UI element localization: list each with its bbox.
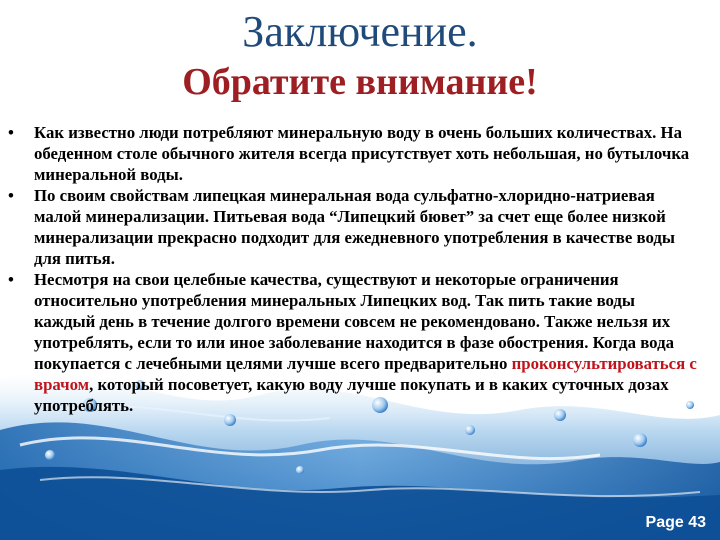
bullet-dot: • bbox=[8, 123, 14, 142]
bullet-list bbox=[8, 122, 698, 416]
paragraph-text: По своим свойствам липецкая минеральная вода сульфатно-хлоридно-натриевая малой минерализации. Питьевая вода “Липецкий бювет” за счет еще более низкой минерализации прекрасно подходит для ежедневного употребления в качестве воды для питья. bbox=[34, 186, 675, 268]
bullet-dot: • bbox=[8, 270, 14, 289]
slide-subtitle: Обратите внимание! bbox=[182, 61, 538, 103]
paragraph-text: Несмотря на свои целебные качества, существуют и некоторые ограничения относительно употребления минеральных Липецких вод. Так пить такие воды каждый день в течение долгого времени совсем не рекомендовано. Также нельзя их употреблять, если то или иное заболевание находится в фазе обострения. Когда вода покупается с лечебными целями лучше всего предварительно bbox=[34, 270, 674, 373]
bullet-item-3 bbox=[8, 269, 698, 416]
paragraph-text: Как известно люди потребляют минеральную воду в очень больших количествах. На обеденном столе обычного жителя всегда присутствует хоть небольшая, но бутылочка минеральной воды. bbox=[34, 123, 690, 184]
highlighted-text: проконсультироваться с врачом bbox=[34, 354, 697, 394]
slide-title: Заключение. bbox=[242, 7, 478, 56]
bullet-dot: • bbox=[8, 186, 14, 205]
bullet-item-1 bbox=[8, 122, 698, 185]
paragraph-text: , который посоветует, какую воду лучше покупать и в каких суточных дозах употреблять. bbox=[34, 375, 669, 415]
bullet-item-2 bbox=[8, 185, 698, 269]
page-number: Page 43 bbox=[645, 514, 706, 531]
